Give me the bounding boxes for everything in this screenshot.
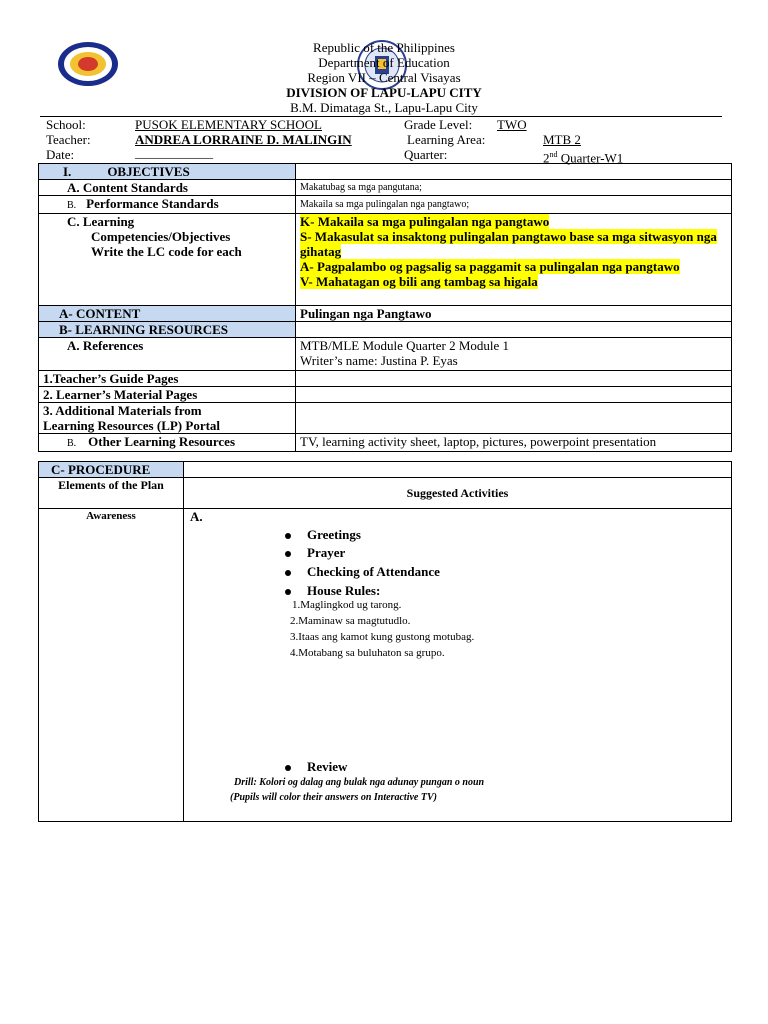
bullet-greetings: Greetings xyxy=(285,527,361,543)
activities-header: Suggested Activities xyxy=(184,478,732,509)
header-department: Department of Education xyxy=(318,55,450,70)
other-resources-label: B. Other Learning Resources xyxy=(39,434,296,452)
bullet-prayer: Prayer xyxy=(285,545,345,561)
date-value: ____________ xyxy=(135,145,213,160)
grade-value: TWO xyxy=(497,117,527,132)
additional-materials-label: 3. Additional Materials from Learning Resources (LP) Portal xyxy=(39,403,296,434)
procedure-heading: C- PROCEDURE xyxy=(39,462,184,478)
bullet-icon xyxy=(285,551,291,557)
teacher-label: Teacher: xyxy=(46,132,91,147)
bullet-icon xyxy=(285,533,291,539)
objectives-table xyxy=(38,163,732,452)
objective-k: K- Makaila sa mga pulingalan nga pangtawo xyxy=(300,214,550,229)
rule-2: 2.Maminaw sa magtutudlo. xyxy=(290,615,411,627)
header-region: Region VII – Central Visayas xyxy=(307,70,461,85)
area-label: Learning Area: xyxy=(407,132,486,147)
header-division: DIVISION OF LAPU-LAPU CITY xyxy=(286,85,482,100)
learning-competencies-label: C. Learning Competencies/Objectives Write the LC code for each xyxy=(39,214,296,306)
content-label: A- CONTENT xyxy=(39,306,296,322)
content-value: Pulingan nga Pangtawo xyxy=(296,306,732,322)
date-label: Date: xyxy=(46,147,75,162)
header-address: B.M. Dimataga St., Lapu-Lapu City xyxy=(290,100,478,115)
objectives-heading: I. OBJECTIVES xyxy=(39,164,296,180)
objective-v: V- Mahatagan og bili ang tambag sa higala xyxy=(300,274,538,289)
element-awareness: Awareness xyxy=(39,509,184,822)
grade-label: Grade Level: xyxy=(404,117,473,132)
content-standards-value: Makatubag sa mga pangutana; xyxy=(296,180,732,196)
header-republic: Republic of the Philippines xyxy=(313,40,455,55)
teachers-guide-label: 1.Teacher’s Guide Pages xyxy=(39,371,296,387)
performance-standards-value: Makaila sa mga pulingalan nga pangtawo; xyxy=(296,196,732,214)
rule-1: 1.Maglingkod ug tarong. xyxy=(292,599,402,611)
bullet-house-rules: House Rules: xyxy=(285,583,380,599)
objective-s: S- Makasulat sa insaktong pulingalan pangtawo base sa mga sitwasyon nga gihatag xyxy=(300,229,717,259)
learning-competencies-value xyxy=(296,214,732,306)
elements-header: Elements of the Plan xyxy=(39,478,184,509)
drill-instruction: Drill: Kolori og dalag ang bulak nga adunay pungan o noun xyxy=(234,777,485,788)
rule-3: 3.Itaas ang kamot kung gustong motubag. xyxy=(290,631,475,643)
bullet-icon xyxy=(285,570,291,576)
activity-letter: A. xyxy=(190,509,203,524)
performance-standards-label: B. Performance Standards xyxy=(39,196,296,214)
learning-resources-label: B- LEARNING RESOURCES xyxy=(39,322,296,338)
bullet-icon xyxy=(285,589,291,595)
content-standards-label: A. Content Standards xyxy=(39,180,296,196)
bullet-icon xyxy=(285,765,291,771)
references-label: A. References xyxy=(39,338,296,371)
school-label: School: xyxy=(46,117,86,132)
quarter-value: 2nd Quarter-W1 xyxy=(543,150,624,166)
awareness-activities xyxy=(184,509,732,822)
learners-material-label: 2. Learner’s Material Pages xyxy=(39,387,296,403)
drill-note: (Pupils will color their answers on Interactive TV) xyxy=(230,792,437,803)
quarter-label: Quarter: xyxy=(404,147,448,162)
school-value: PUSOK ELEMENTARY SCHOOL xyxy=(135,117,322,132)
teacher-value: ANDREA LORRAINE D. MALINGIN xyxy=(135,132,352,147)
bullet-review: Review xyxy=(285,759,347,775)
bullet-attendance: Checking of Attendance xyxy=(285,564,440,580)
objective-a: A- Pagpalambo og pagsalig sa paggamit sa pulingalan nga pangtawo xyxy=(300,259,680,274)
area-value: MTB 2 xyxy=(543,132,581,147)
references-value: MTB/MLE Module Quarter 2 Module 1 Writer’s name: Justina P. Eyas xyxy=(296,338,732,371)
other-resources-value: TV, learning activity sheet, laptop, pictures, powerpoint presentation xyxy=(296,434,732,452)
rule-4: 4.Motabang sa buluhaton sa grupo. xyxy=(290,647,445,659)
